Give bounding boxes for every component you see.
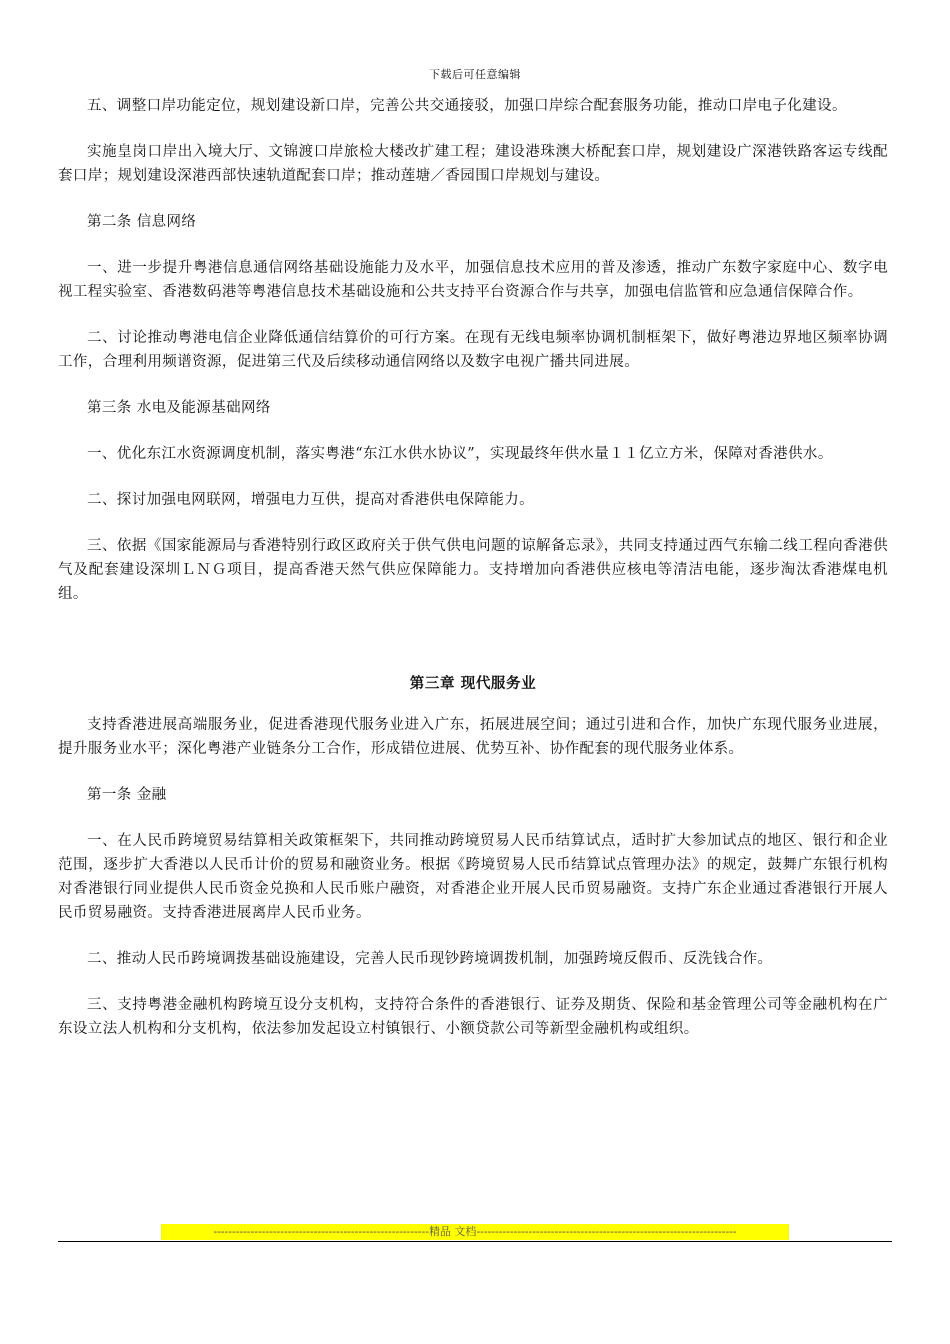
paragraph-info-item-1: 一、进一步提升粤港信息通信网络基础设施能力及水平，加强信息技术应用的普及渗透，推动广东数字家庭中心、数字电视工程实验室、香港数码港等粤港信息技术基础设施和公共支持平台资源合作与共享，加强电信监管和应急通信保障合作。 [58,260,888,300]
article-heading-finance: 第一条 金融 [87,787,167,803]
paragraph-finance-item-1: 一、在人民币跨境贸易结算相关政策框架下，共同推动跨境贸易人民币结算试点，适时扩大参加试点的地区、银行和企业范围，逐步扩大香港以人民币计价的贸易和融资业务。根据《跨境贸易人民币结算试点管理办法》的规定，鼓舞广东银行机构对香港银行同业提供人民币资金兑换和人民币账户融资，对香港企业开展人民币贸易融资。支持广东企业通过香港银行开展人民币贸易融资。支持香港进展离岸人民币业务。 [58,833,888,921]
paragraph-ports-projects: 实施皇岗口岸出入境大厅、文锦渡口岸旅检大楼改扩建工程；建设港珠澳大桥配套口岸，规划建设广深港铁路客运专线配套口岸；规划建设深港西部快速轨道配套口岸；推动莲塘／香园围口岸规划与建设。 [58,144,888,184]
paragraph-info-item-2: 二、讨论推动粤港电信企业降低通信结算价的可行方案。在现有无线电频率协调机制框架下，做好粤港边界地区频率协调工作，合理利用频谱资源，促进第三代及后续移动通信网络以及数字电视广播共同进展。 [58,330,888,370]
article-heading-information-network: 第二条 信息网络 [87,214,197,230]
footer-dashes-left: ---------------------------------------------------------- [213,1225,429,1238]
paragraph-water-item-1: 一、优化东江水资源调度机制，落实粤港“东江水供水协议”，实现最终年供水量１１亿立方米，保障对香港供水。 [87,446,833,462]
article-heading-water-energy: 第三条 水电及能源基础网络 [87,400,271,416]
header-note: 下载后可任意编辑 [429,68,521,81]
document-body [58,94,888,1063]
paragraph-ports-item-5: 五、调整口岸功能定位，规划建设新口岸，完善公共交通接驳，加强口岸综合配套服务功能，推动口岸电子化建设。 [87,98,847,114]
chapter-title: 第三章 现代服务业 [409,676,537,692]
footer-banner [161,1224,789,1240]
paragraph-finance-item-3: 三、支持粤港金融机构跨境互设分支机构，支持符合条件的香港银行、证券及期货、保险和基金管理公司等金融机构在广东设立法人机构和分支机构，依法参加发起设立村镇银行、小额贷款公司等新型金融机构或组织。 [58,997,888,1037]
paragraph-water-item-3: 三、依据《国家能源局与香港特别行政区政府关于供气供电问题的谅解备忘录》，共同支持通过西气东输二线工程向香港供气及配套建设深圳ＬＮＧ项目，提高香港天然气供应保障能力。支持增加向香港供应核电等清洁电能，逐步淘汰香港煤电机组。 [58,538,888,602]
footer-dashes-right: ---------------------------------------------------------------------- [476,1225,737,1238]
footer-rule [58,1241,892,1242]
paragraph-services-intro: 支持香港进展高端服务业，促进香港现代服务业进入广东，拓展进展空间；通过引进和合作，加快广东现代服务业进展，提升服务业水平；深化粤港产业链条分工合作，形成错位进展、优势互补、协作配套的现代服务业体系。 [58,717,888,757]
footer-label: 精品 文档 [428,1225,477,1238]
paragraph-finance-item-2: 二、推动人民币跨境调拨基础设施建设，完善人民币现钞跨境调拨机制，加强跨境反假币、反洗钱合作。 [87,951,773,967]
paragraph-water-item-2: 二、探讨加强电网联网，增强电力互供，提高对香港供电保障能力。 [87,492,534,508]
